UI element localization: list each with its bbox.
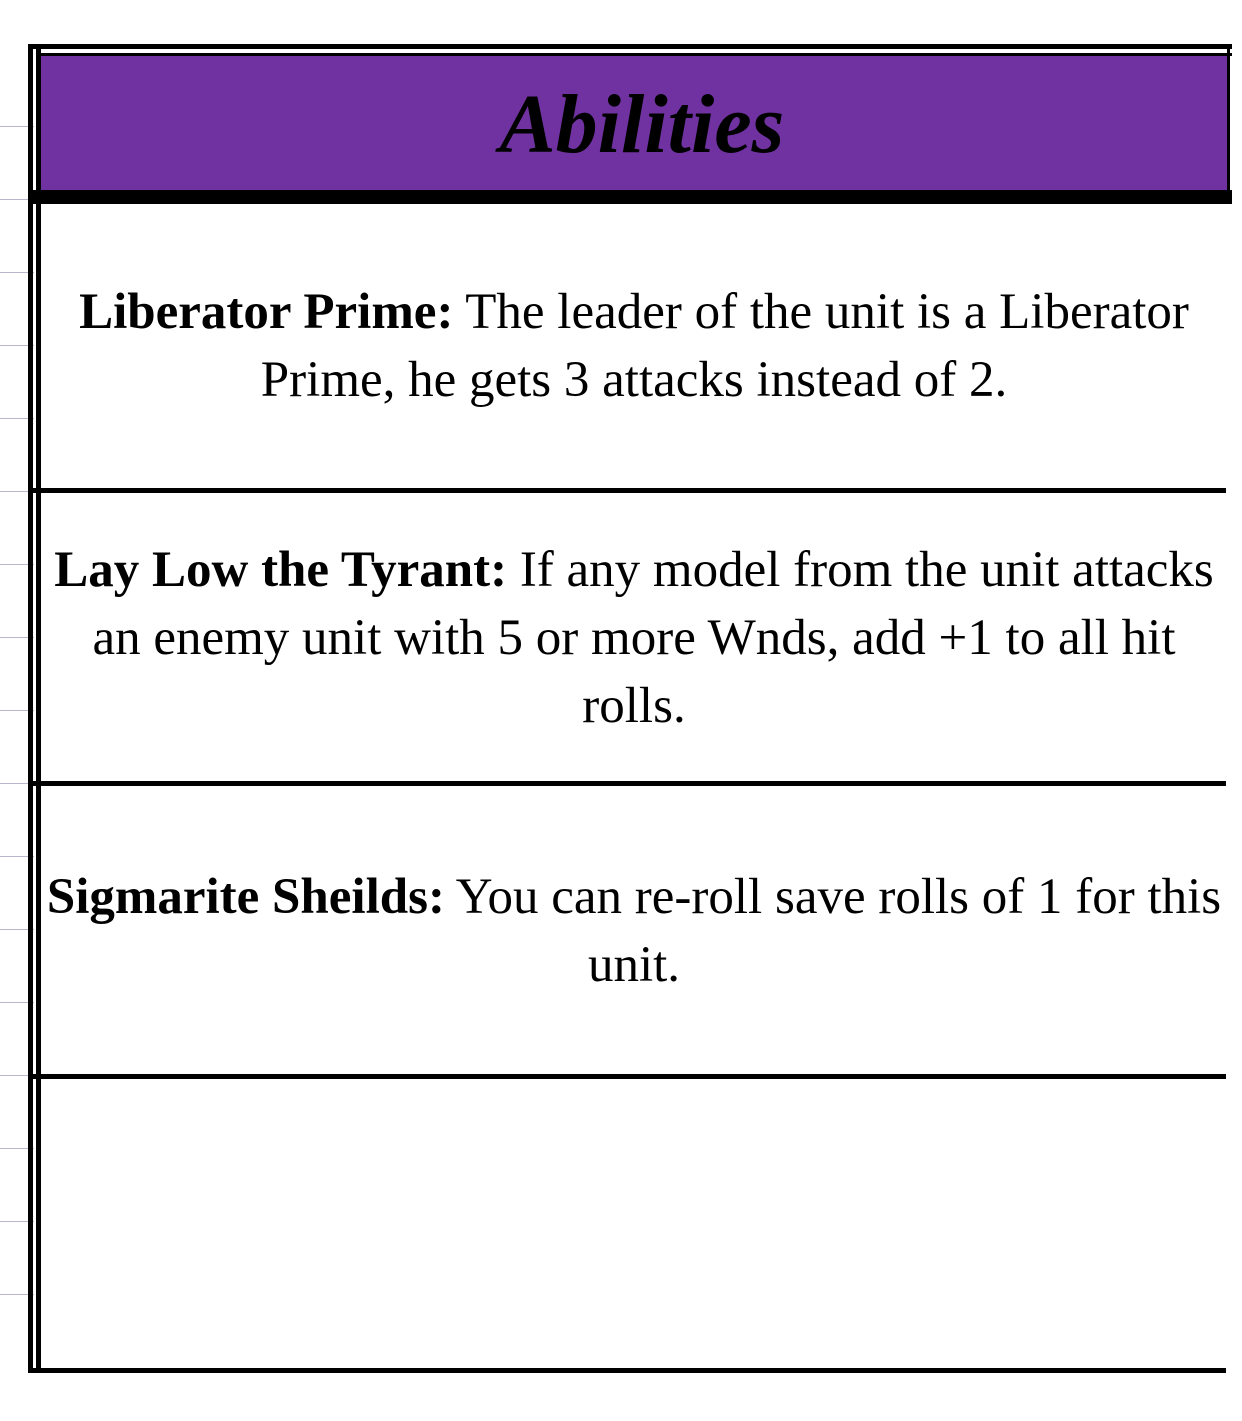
ability-row-lay-low-the-tyrant [41, 494, 1227, 781]
row-divider [28, 1074, 1226, 1079]
ability-row-empty [41, 1080, 1227, 1368]
row-divider [28, 781, 1226, 786]
ability-description: You can re-roll save rolls of 1 for this unit. [444, 868, 1222, 993]
ability-text [45, 536, 1223, 740]
ability-description: If any model from the unit attacks an enemy unit with 5 or more Wnds, add +1 to all hit rolls. [92, 541, 1214, 734]
header-right-border [1227, 44, 1230, 204]
row-divider [28, 488, 1226, 493]
ability-text [45, 863, 1223, 999]
left-border-outer [28, 44, 33, 1373]
ability-name: Sigmarite Sheilds: [46, 868, 445, 925]
row-divider [28, 1368, 1226, 1373]
abilities-header [41, 56, 1227, 190]
ability-name: Lay Low the Tyrant: [54, 541, 508, 598]
ability-name: Liberator Prime: [79, 284, 454, 340]
ability-row-liberator-prime [41, 204, 1227, 488]
ability-row-sigmarite-sheilds [41, 787, 1227, 1074]
header-top-border [28, 44, 1232, 49]
ability-text [45, 278, 1223, 414]
header-bottom-border [28, 190, 1232, 204]
page-title: Abilities [499, 78, 785, 171]
ability-description: The leader of the unit is a Liberator Prime, he gets 3 attacks instead of 2. [260, 284, 1189, 408]
